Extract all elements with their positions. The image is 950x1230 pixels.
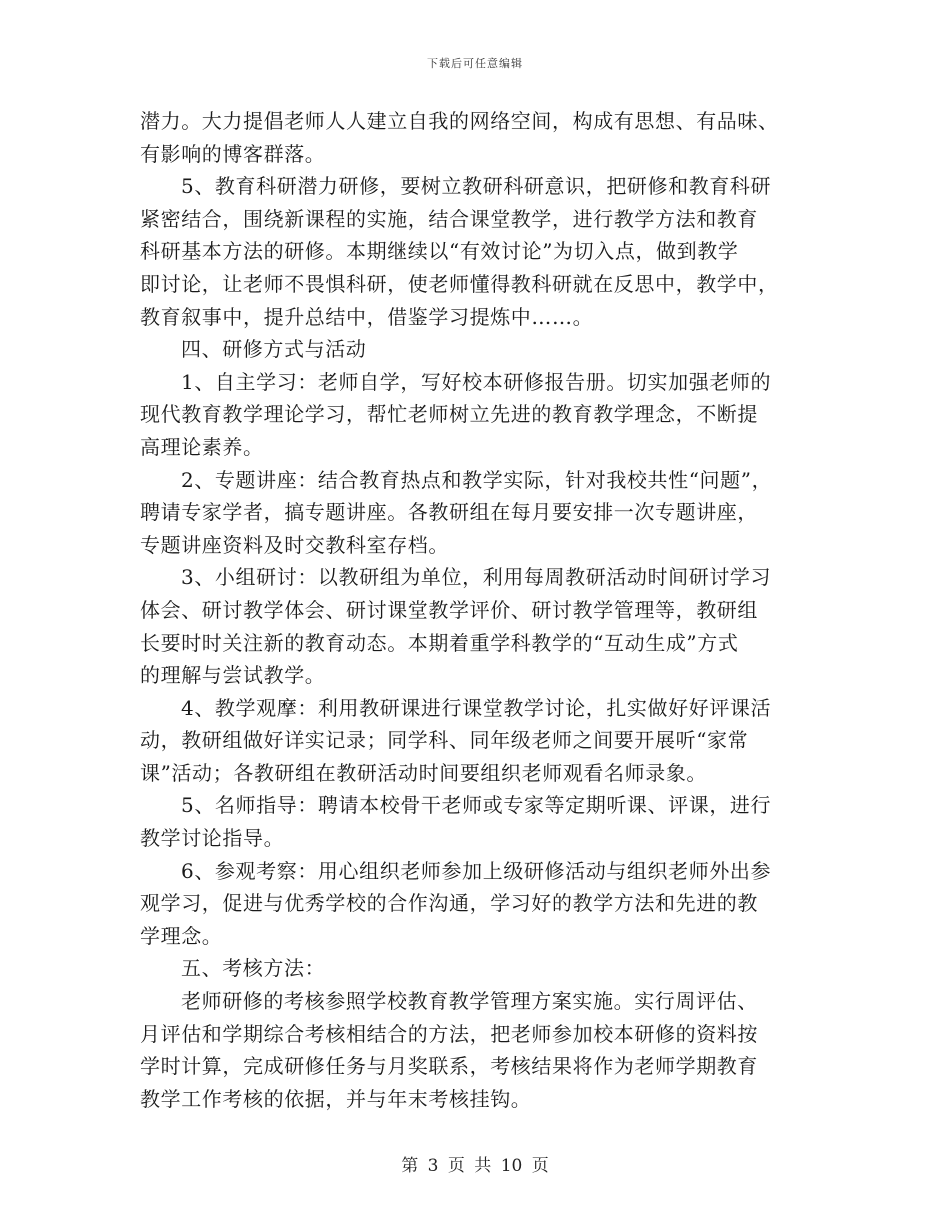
- text-line: 五、考核方法：: [181, 956, 326, 981]
- text-line: 学时计算，完成研修任务与月奖联系，考核结果将作为老师学期教育: [140, 1054, 758, 1079]
- text-line: 4、教学观摩：利用教研课进行课堂教学讨论，扎实做好好评课活: [181, 695, 772, 720]
- text-line: 2、专题讲座：结合教育热点和教学实际，针对我校共性“问题”，: [181, 467, 773, 492]
- text-line: 长要时时关注新的教育动态。本期着重学科教学的“互动生成”方式: [140, 630, 739, 655]
- text-line: 教学工作考核的依据，并与年末考核挂钩。: [140, 1086, 532, 1111]
- text-line: 高理论素养。: [140, 434, 264, 459]
- text-line: 课”活动；各教研组在教研活动时间要组织老师观看名师录象。: [140, 760, 708, 785]
- text-line: 教学讨论指导。: [140, 826, 285, 851]
- text-line: 潜力。大力提倡老师人人建立自我的网络空间，构成有思想、有品味、: [140, 109, 779, 133]
- text-line: 紧密结合，围绕新课程的实施，结合课堂教学，进行教学方法和教育: [140, 206, 758, 231]
- text-line: 现代教育教学理论学习，帮忙老师树立先进的教育教学理念，不断提: [140, 402, 758, 427]
- text-line: 专题讲座资料及时交教科室存档。: [140, 532, 449, 557]
- text-line: 6、参观考察：用心组织老师参加上级研修活动与组织老师外出参: [181, 858, 772, 883]
- text-line: 四、研修方式与活动: [181, 337, 367, 362]
- text-line: 5、教育科研潜力研修，要树立教研科研意识，把研修和教育科研: [181, 174, 772, 199]
- text-line: 5、名师指导：聘请本校骨干老师或专家等定期听课、评课，进行: [181, 793, 772, 818]
- text-line: 教育叙事中，提升总结中，借鉴学习提炼中……。: [140, 304, 594, 329]
- text-line: 学理念。: [140, 923, 223, 948]
- text-line: 3、小组研讨：以教研组为单位，利用每周教研活动时间研讨学习: [181, 565, 772, 590]
- text-line: 月评估和学期综合考核相结合的方法，把老师参加校本研修的资料按: [140, 1021, 758, 1046]
- document-body: [140, 105, 820, 1115]
- text-line: 即讨论，让老师不畏惧科研，使老师懂得教科研就在反思中，教学中，: [140, 271, 779, 296]
- text-line: 有影响的博客群落。: [140, 141, 326, 166]
- text-line: 动，教研组做好详实记录；同学科、同年级老师之间要开展听“家常: [140, 728, 749, 753]
- text-line: 观学习，促进与优秀学校的合作沟通，学习好的教学方法和先进的教: [140, 891, 758, 916]
- text-line: 体会、研讨教学体会、研讨课堂教学评价、研讨教学管理等，教研组: [140, 597, 758, 622]
- text-line: 聘请专家学者，搞专题讲座。各教研组在每月要安排一次专题讲座，: [140, 500, 758, 525]
- text-line: 1、自主学习：老师自学，写好校本研修报告册。切实加强老师的: [181, 369, 772, 394]
- text-line: 科研基本方法的研修。本期继续以“有效讨论”为切入点，做到教学: [140, 239, 739, 264]
- text-line: 的理解与尝试教学。: [140, 663, 326, 688]
- page-header: 下载后可任意编辑: [427, 57, 523, 70]
- page-footer: 第 3 页 共 10 页: [401, 1156, 549, 1176]
- text-line: 老师研修的考核参照学校教育教学管理方案实施。实行周评估、: [181, 989, 758, 1014]
